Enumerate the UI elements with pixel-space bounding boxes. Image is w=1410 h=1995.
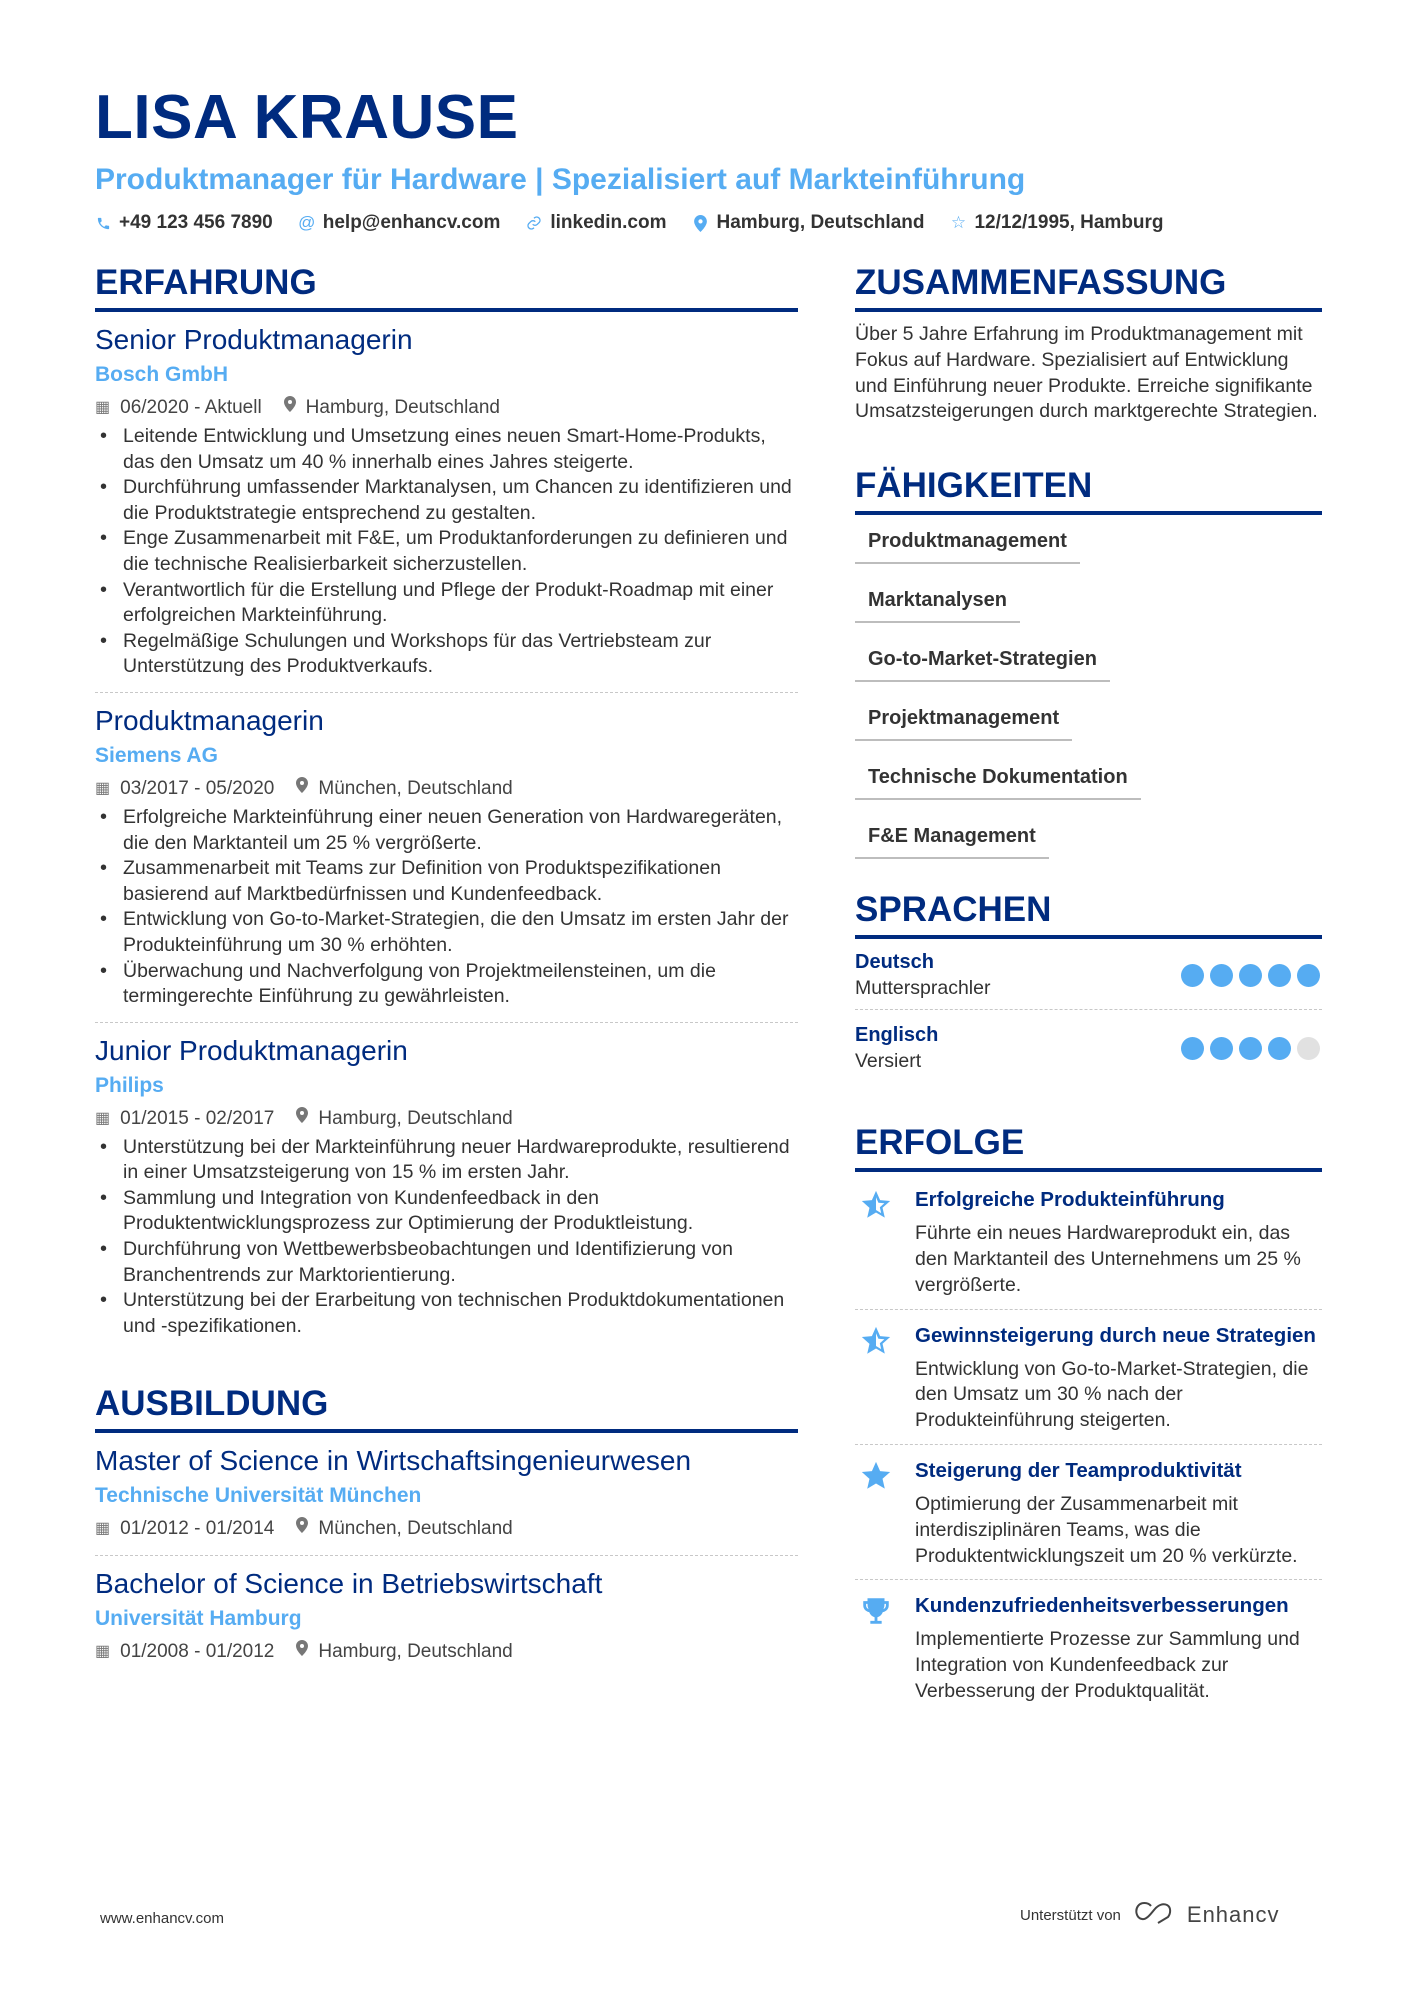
- language-entry: [855, 1009, 1322, 1082]
- footer-branding: [1020, 1900, 1280, 1930]
- summary-heading: ZUSAMMENFASSUNG: [855, 262, 1322, 312]
- job-dates: 03/2017 - 05/2020: [120, 777, 275, 799]
- rating-dot-filled: [1239, 1037, 1262, 1060]
- company-name: Siemens AG: [95, 743, 218, 767]
- skills-section: [855, 465, 1322, 859]
- achievement-title: Steigerung der Teamproduktivität: [915, 1458, 1242, 1482]
- location-pin-icon: [296, 1638, 308, 1666]
- contact-email-text: help@enhancv.com: [322, 212, 501, 233]
- location-pin-icon: [296, 775, 308, 803]
- star-icon: [855, 1457, 915, 1569]
- language-name: Englisch: [855, 1024, 939, 1047]
- contact-birth: [950, 212, 1163, 234]
- achievement-description: Entwicklung von Go-to-Market-Strategien, die den Umsatz um 30 % nach der Produkteinführung steigerten.: [915, 1357, 1309, 1432]
- job-meta: [95, 775, 798, 803]
- education-location: München, Deutschland: [318, 1518, 513, 1540]
- language-rating: [1181, 964, 1320, 987]
- right-column: [855, 262, 1322, 1715]
- location-pin-icon: [693, 215, 709, 232]
- job-dates: 06/2020 - Aktuell: [120, 397, 262, 418]
- job-entry: [95, 692, 798, 1018]
- job-meta: [95, 394, 798, 422]
- degree-title: Bachelor of Science in Betriebswirtschaft: [95, 1568, 603, 1600]
- rating-dot-filled: [1268, 964, 1291, 987]
- experience-section: [95, 262, 798, 1347]
- star-half-icon: [855, 1186, 915, 1298]
- summary-text: Über 5 Jahre Erfahrung im Produktmanagement mit Fokus auf Hardware. Spezialisiert auf Entwicklung und Einführung neuer Produkte. Erreiche signifikante Umsatzsteigerungen durch marktgerechte Strategien.: [855, 323, 1318, 423]
- job-bullet: • Durchführung von Wettbewerbsbeobachtungen und Identifizierung von Branchentrends zur Marktorientierung.: [95, 1237, 798, 1288]
- degree-title: Master of Science in Wirtschaftsingenieurwesen: [95, 1445, 692, 1477]
- job-location: Hamburg, Deutschland: [318, 1107, 513, 1129]
- job-bullet: • Durchführung umfassender Marktanalysen, um Chancen zu identifizieren und die Produktstrategie entsprechend zu gestalten.: [95, 475, 798, 526]
- location-pin-icon: [284, 394, 296, 422]
- contact-phone-text: +49 123 456 7890: [119, 212, 273, 233]
- experience-heading: ERFAHRUNG: [95, 262, 798, 312]
- at-icon: @: [298, 213, 316, 232]
- language-name: Deutsch: [855, 951, 934, 974]
- job-bullet: • Überwachung und Nachverfolgung von Projektmeilensteinen, um die termingerechte Einführung zu gewährleisten.: [95, 959, 798, 1010]
- enhancv-brand: Enhancv: [1186, 1902, 1280, 1927]
- achievement-entry: [855, 1309, 1322, 1444]
- job-bullet: • Unterstützung bei der Erarbeitung von technischen Produktdokumentationen und -spezifikationen.: [95, 1288, 798, 1339]
- skill-tag: Technische Dokumentation: [855, 757, 1141, 800]
- education-meta: [95, 1638, 798, 1666]
- job-bullet: • Unterstützung bei der Markteinführung neuer Hardwareprodukte, resultierend in einer Umsatzsteigerung von 15 % im ersten Jahr.: [95, 1135, 798, 1186]
- calendar-icon: ▦: [95, 1643, 111, 1661]
- rating-dot-filled: [1181, 1037, 1204, 1060]
- achievement-description: Implementierte Prozesse zur Sammlung und Integration von Kundenfeedback zur Verbesserung der Produktqualität.: [915, 1628, 1300, 1702]
- calendar-icon: ▦: [95, 1109, 111, 1127]
- contact-phone[interactable]: [95, 212, 273, 234]
- language-rating: [1181, 1037, 1320, 1060]
- rating-dot-filled: [1210, 964, 1233, 987]
- job-location: München, Deutschland: [318, 777, 513, 799]
- language-entry: [855, 943, 1322, 1009]
- skill-tag: Go-to-Market-Strategien: [855, 639, 1110, 682]
- star-outline-icon: ☆: [950, 213, 967, 232]
- candidate-name: LISA KRAUSE: [95, 83, 519, 152]
- education-location: Hamburg, Deutschland: [318, 1641, 513, 1663]
- job-bullets: [95, 1135, 798, 1340]
- calendar-icon: ▦: [95, 779, 111, 797]
- achievement-title: Kundenzufriedenheitsverbesserungen: [915, 1594, 1289, 1618]
- company-name: Philips: [95, 1073, 164, 1097]
- language-level: Muttersprachler: [855, 977, 991, 1000]
- resume-header: [95, 82, 1335, 234]
- trophy-icon: [855, 1592, 915, 1704]
- skills-heading: FÄHIGKEITEN: [855, 465, 1322, 515]
- job-title: Produktmanagerin: [95, 704, 324, 736]
- achievement-description: Optimierung der Zusammenarbeit mit interdisziplinären Teams, was die Produktentwicklungszeit um 20 % verkürzte.: [915, 1492, 1298, 1567]
- achievements-section: [855, 1122, 1322, 1715]
- school-name: Universität Hamburg: [95, 1607, 302, 1631]
- job-meta: [95, 1105, 798, 1133]
- job-bullets: [95, 805, 798, 1010]
- company-name: Bosch GmbH: [95, 363, 229, 386]
- rating-dot-filled: [1210, 1037, 1233, 1060]
- footer-website[interactable]: www.enhancv.com: [100, 1910, 224, 1927]
- education-section: [95, 1383, 798, 1676]
- contact-bar: [95, 212, 1335, 234]
- enhancv-logo-icon: [1131, 1900, 1177, 1930]
- contact-email[interactable]: [299, 212, 501, 234]
- achievement-title: Erfolgreiche Produkteinführung: [915, 1188, 1225, 1212]
- job-title: Senior Produktmanagerin: [95, 324, 413, 355]
- candidate-headline: Produktmanager für Hardware | Spezialisiert auf Markteinführung: [95, 163, 1026, 196]
- job-location: Hamburg, Deutschland: [305, 397, 500, 418]
- rating-dot-filled: [1239, 964, 1262, 987]
- job-bullet: • Entwicklung von Go-to-Market-Strategien, die den Umsatz im ersten Jahr der Produkteinführung um 30 % erhöhten.: [95, 907, 798, 958]
- star-half-icon: [855, 1322, 915, 1434]
- job-entry: [95, 322, 798, 688]
- calendar-icon: ▦: [95, 1520, 111, 1538]
- achievement-entry: [855, 1444, 1322, 1579]
- calendar-icon: ▦: [95, 399, 111, 416]
- rating-dot-filled: [1268, 1037, 1291, 1060]
- job-dates: 01/2015 - 02/2017: [120, 1107, 275, 1129]
- left-column: [95, 262, 798, 1676]
- languages-heading: SPRACHEN: [855, 889, 1322, 939]
- achievement-entry: [855, 1579, 1322, 1714]
- powered-by-label: Unterstützt von: [1020, 1906, 1121, 1924]
- skill-tag: Produktmanagement: [855, 521, 1080, 564]
- location-pin-icon: [296, 1515, 308, 1543]
- school-name: Technische Universität München: [95, 1484, 422, 1508]
- education-entry: [95, 1443, 798, 1553]
- phone-icon: [95, 216, 111, 231]
- skill-tag: Marktanalysen: [855, 580, 1020, 623]
- languages-section: [855, 889, 1322, 1082]
- education-heading: AUSBILDUNG: [95, 1383, 798, 1433]
- rating-dot-filled: [1297, 964, 1320, 987]
- achievement-title: Gewinnsteigerung durch neue Strategien: [915, 1323, 1316, 1347]
- job-bullet: • Verantwortlich für die Erstellung und Pflege der Produkt-Roadmap mit einer erfolgreichen Markteinführung.: [95, 578, 798, 629]
- achievements-heading: ERFOLGE: [855, 1122, 1322, 1172]
- language-level: Versiert: [855, 1050, 922, 1073]
- job-entry: [95, 1022, 798, 1348]
- link-icon: [526, 215, 542, 231]
- job-bullet: • Enge Zusammenarbeit mit F&E, um Produktanforderungen zu definieren und die technische Realisierbarkeit sicherzustellen.: [95, 526, 798, 577]
- contact-linkedin[interactable]: [526, 212, 666, 234]
- skill-tag: F&E Management: [855, 816, 1049, 859]
- achievement-description: Führte ein neues Hardwareprodukt ein, das den Marktanteil des Unternehmens um 25 % vergrößerte.: [915, 1222, 1301, 1296]
- job-title: Junior Produktmanagerin: [95, 1034, 408, 1066]
- education-meta: [95, 1515, 798, 1543]
- contact-birth-text: 12/12/1995, Hamburg: [974, 212, 1164, 233]
- education-dates: 01/2008 - 01/2012: [120, 1641, 275, 1663]
- job-bullet: • Zusammenarbeit mit Teams zur Definition von Produktspezifikationen basierend auf Marktbedürfnissen und Kundenfeedback.: [95, 856, 798, 907]
- rating-dot-filled: [1181, 964, 1204, 987]
- education-entry: [95, 1555, 798, 1676]
- contact-linkedin-text: linkedin.com: [550, 212, 667, 233]
- skill-tag: Projektmanagement: [855, 698, 1072, 741]
- job-bullet: • Erfolgreiche Markteinführung einer neuen Generation von Hardwaregeräten, die den Marktanteil um 25 % vergrößerte.: [95, 805, 798, 856]
- education-dates: 01/2012 - 01/2014: [120, 1518, 275, 1540]
- location-pin-icon: [296, 1105, 308, 1133]
- achievement-entry: [855, 1178, 1322, 1308]
- job-bullet: • Regelmäßige Schulungen und Workshops für das Vertriebsteam zur Unterstützung des Produktverkaufs.: [95, 629, 798, 680]
- contact-location-text: Hamburg, Deutschland: [716, 212, 925, 233]
- summary-section: [855, 262, 1322, 425]
- rating-dot-empty: [1297, 1037, 1320, 1060]
- contact-location: [693, 212, 925, 234]
- job-bullet: • Sammlung und Integration von Kundenfeedback in den Produktentwicklungsprozess zur Optimierung der Produktleistung.: [95, 1186, 798, 1237]
- job-bullets: [95, 424, 798, 680]
- job-bullet: • Leitende Entwicklung und Umsetzung eines neuen Smart-Home-Produkts, das den Umsatz um 40 % innerhalb eines Jahres steigerte.: [95, 424, 798, 475]
